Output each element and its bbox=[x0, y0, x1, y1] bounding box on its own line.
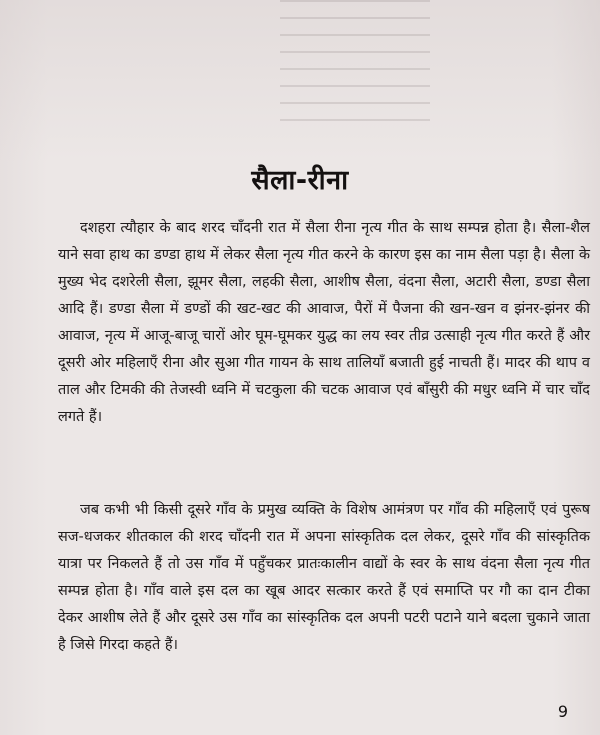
paragraph-1: दशहरा त्यौहार के बाद शरद चाँदनी रात में सैला रीना नृत्य गीत के साथ सम्पन्न होता है। सैला-शैल याने सवा हाथ का डण्डा हाथ में लेकर सैला नृत्य गीत करने के कारण इस का नाम सैला पड़ा है। सैला के मुख्य भेद दशरेली सैला, झूमर सैला, लहकी सैला, आशीष सैला, वंदना सैला, अटारी सैला, डण्डा सैला आदि हैं। डण्डा सैला में डण्डों की खट-खट की आवाज, पैरों में पैजना की खन-खन व झंनर-झंनर की आवाज, नृत्य में आजू-बाजू चारों ओर घूम-घूमकर युद्ध का लय स्वर तीव्र उत्साही नृत्य गीत करते हैं और दूसरी ओर महिलाएँ रीना और सुआ गीत गायन के साथ तालियाँ बजाती हुई नाचती हैं। मादर की थाप व ताल और टिमकी की तेजस्वी ध्वनि में चटकुला की चटक आवाज एवं बाँसुरी की मधुर ध्वनि में चार चाँद लगते हैं। bbox=[58, 219, 590, 425]
paragraph-2: जब कभी भी किसी दूसरे गाँव के प्रमुख व्यक्ति के विशेष आमंत्रण पर गाँव की महिलाएँ एवं पुरूष सज-धजकर शीतकाल की शरद चाँदनी रात में अपना सांस्कृतिक दल लेकर, दूसरे गाँव की सांस्कृतिक यात्रा पर निकलते हैं तो उस गाँव में पहुँचकर प्रातःकालीन वाद्यों के स्वर के साथ वंदना सैला नृत्य गीत सम्पन्न होता है। गाँव वाले इस दल का खूब आदर सत्कार करते हैं एवं समाप्ति पर गौ का दान टीका देकर आशीष लेते हैं और दूसरे उस गाँव का सांस्कृतिक दल अपनी पटरी पटाने याने बदला चुकाने जाता है जिसे गिरदा कहते हैं। bbox=[58, 501, 590, 653]
bleed-through-text bbox=[280, 0, 430, 140]
page-number: 9 bbox=[557, 702, 568, 721]
page-title: सैला-रीना bbox=[251, 165, 349, 197]
